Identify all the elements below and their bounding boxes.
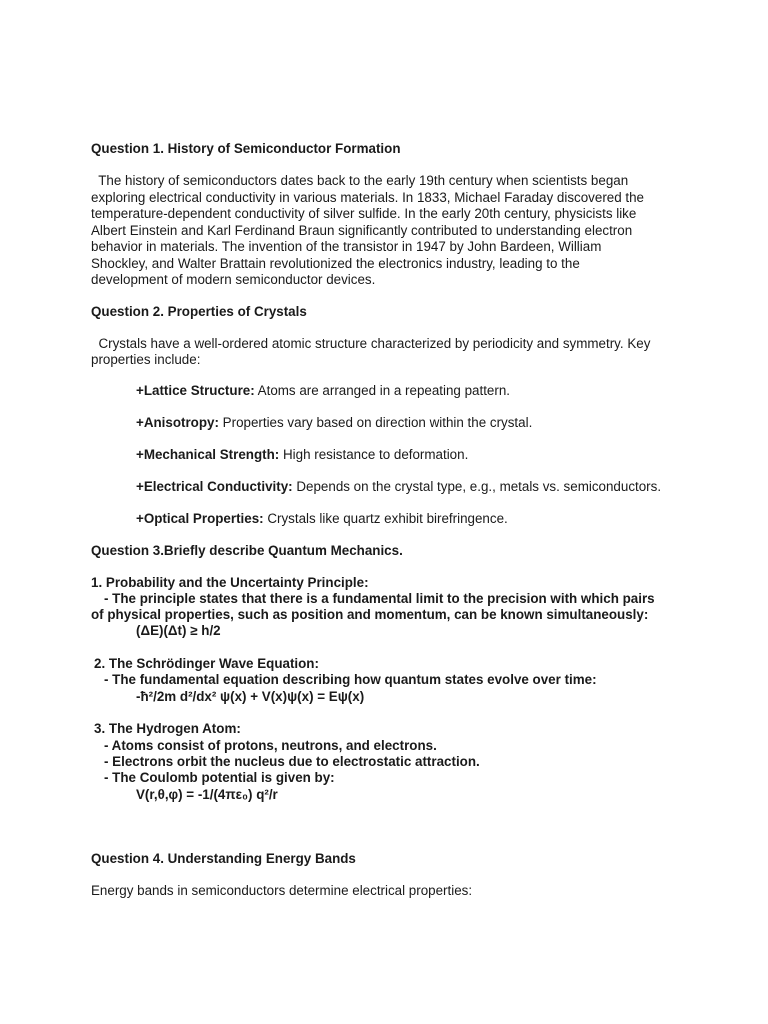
q1-paragraph-line: Albert Einstein and Karl Ferdinand Braun significantly contributed to understanding electron xyxy=(91,222,633,238)
property-item xyxy=(136,447,468,463)
q3-section-line: - The fundamental equation describing how quantum states evolve over time: xyxy=(104,672,597,687)
q1-paragraph-line: development of modern semiconductor devices. xyxy=(91,272,376,287)
q3-section-line: of physical properties, such as position and momentum, can be known simultaneously: xyxy=(91,607,649,622)
q3-section-title: 3. The Hydrogen Atom: xyxy=(94,721,241,736)
q3-section-title: 2. The Schrödinger Wave Equation: xyxy=(94,656,319,671)
q1-heading: Question 1. History of Semiconductor Formation xyxy=(91,141,401,156)
q3-section-line: - Atoms consist of protons, neutrons, and electrons. xyxy=(104,738,437,753)
property-label: +Lattice Structure: xyxy=(136,383,255,398)
property-text: High resistance to deformation. xyxy=(279,447,469,462)
q2-heading: Question 2. Properties of Crystals xyxy=(91,304,307,319)
q2-paragraph-line: Crystals have a well-ordered atomic structure characterized by periodicity and symmetry. Key xyxy=(91,336,651,351)
q3-section-line: - The Coulomb potential is given by: xyxy=(104,770,335,785)
q3-heading: Question 3.Briefly describe Quantum Mechanics. xyxy=(91,543,403,558)
q3-section-line: - The principle states that there is a fundamental limit to the precision with which pairs xyxy=(104,591,655,606)
property-text: Properties vary based on direction within the crystal. xyxy=(218,415,533,430)
uncertainty-equation: (ΔE)(Δt) ≥ h/2 xyxy=(136,623,221,638)
property-text: Crystals like quartz exhibit birefringence. xyxy=(263,511,508,526)
q3-section-line: - Electrons orbit the nucleus due to electrostatic attraction. xyxy=(104,754,480,769)
property-label: +Optical Properties: xyxy=(136,511,264,526)
property-item xyxy=(136,511,508,527)
q4-heading: Question 4. Understanding Energy Bands xyxy=(91,851,356,866)
property-item xyxy=(136,415,532,431)
q1-paragraph-line: behavior in materials. The invention of the transistor in 1947 by John Bardeen, William xyxy=(91,239,602,254)
q1-paragraph-line: The history of semiconductors dates back to the early 19th century when scientists began xyxy=(91,173,629,188)
property-item xyxy=(136,383,510,399)
property-label: +Mechanical Strength: xyxy=(136,447,280,462)
property-item xyxy=(136,479,661,495)
coulomb-equation: V(r,θ,φ) = -1/(4πε₀) q²/r xyxy=(136,787,278,802)
q1-paragraph-line: Shockley, and Walter Brattain revolutionized the electronics industry, leading to the xyxy=(91,255,580,271)
q3-section-title: 1. Probability and the Uncertainty Principle: xyxy=(91,575,369,590)
q2-paragraph-line: properties include: xyxy=(91,352,201,367)
schrodinger-equation: -ħ²/2m d²/dx² ψ(x) + V(x)ψ(x) = Eψ(x) xyxy=(136,689,365,704)
q4-paragraph-line: Energy bands in semiconductors determine electrical properties: xyxy=(91,883,473,898)
property-text: Depends on the crystal type, e.g., metals vs. semiconductors. xyxy=(292,479,662,494)
property-label: +Electrical Conductivity: xyxy=(136,479,293,494)
q1-paragraph-line: temperature-dependent conductivity of silver sulfide. In the early 20th century, physicists like xyxy=(91,206,637,221)
property-label: +Anisotropy: xyxy=(136,415,219,430)
property-text: Atoms are arranged in a repeating pattern. xyxy=(254,383,511,398)
q1-paragraph-line: exploring electrical conductivity in various materials. In 1833, Michael Faraday discovered the xyxy=(91,189,645,205)
